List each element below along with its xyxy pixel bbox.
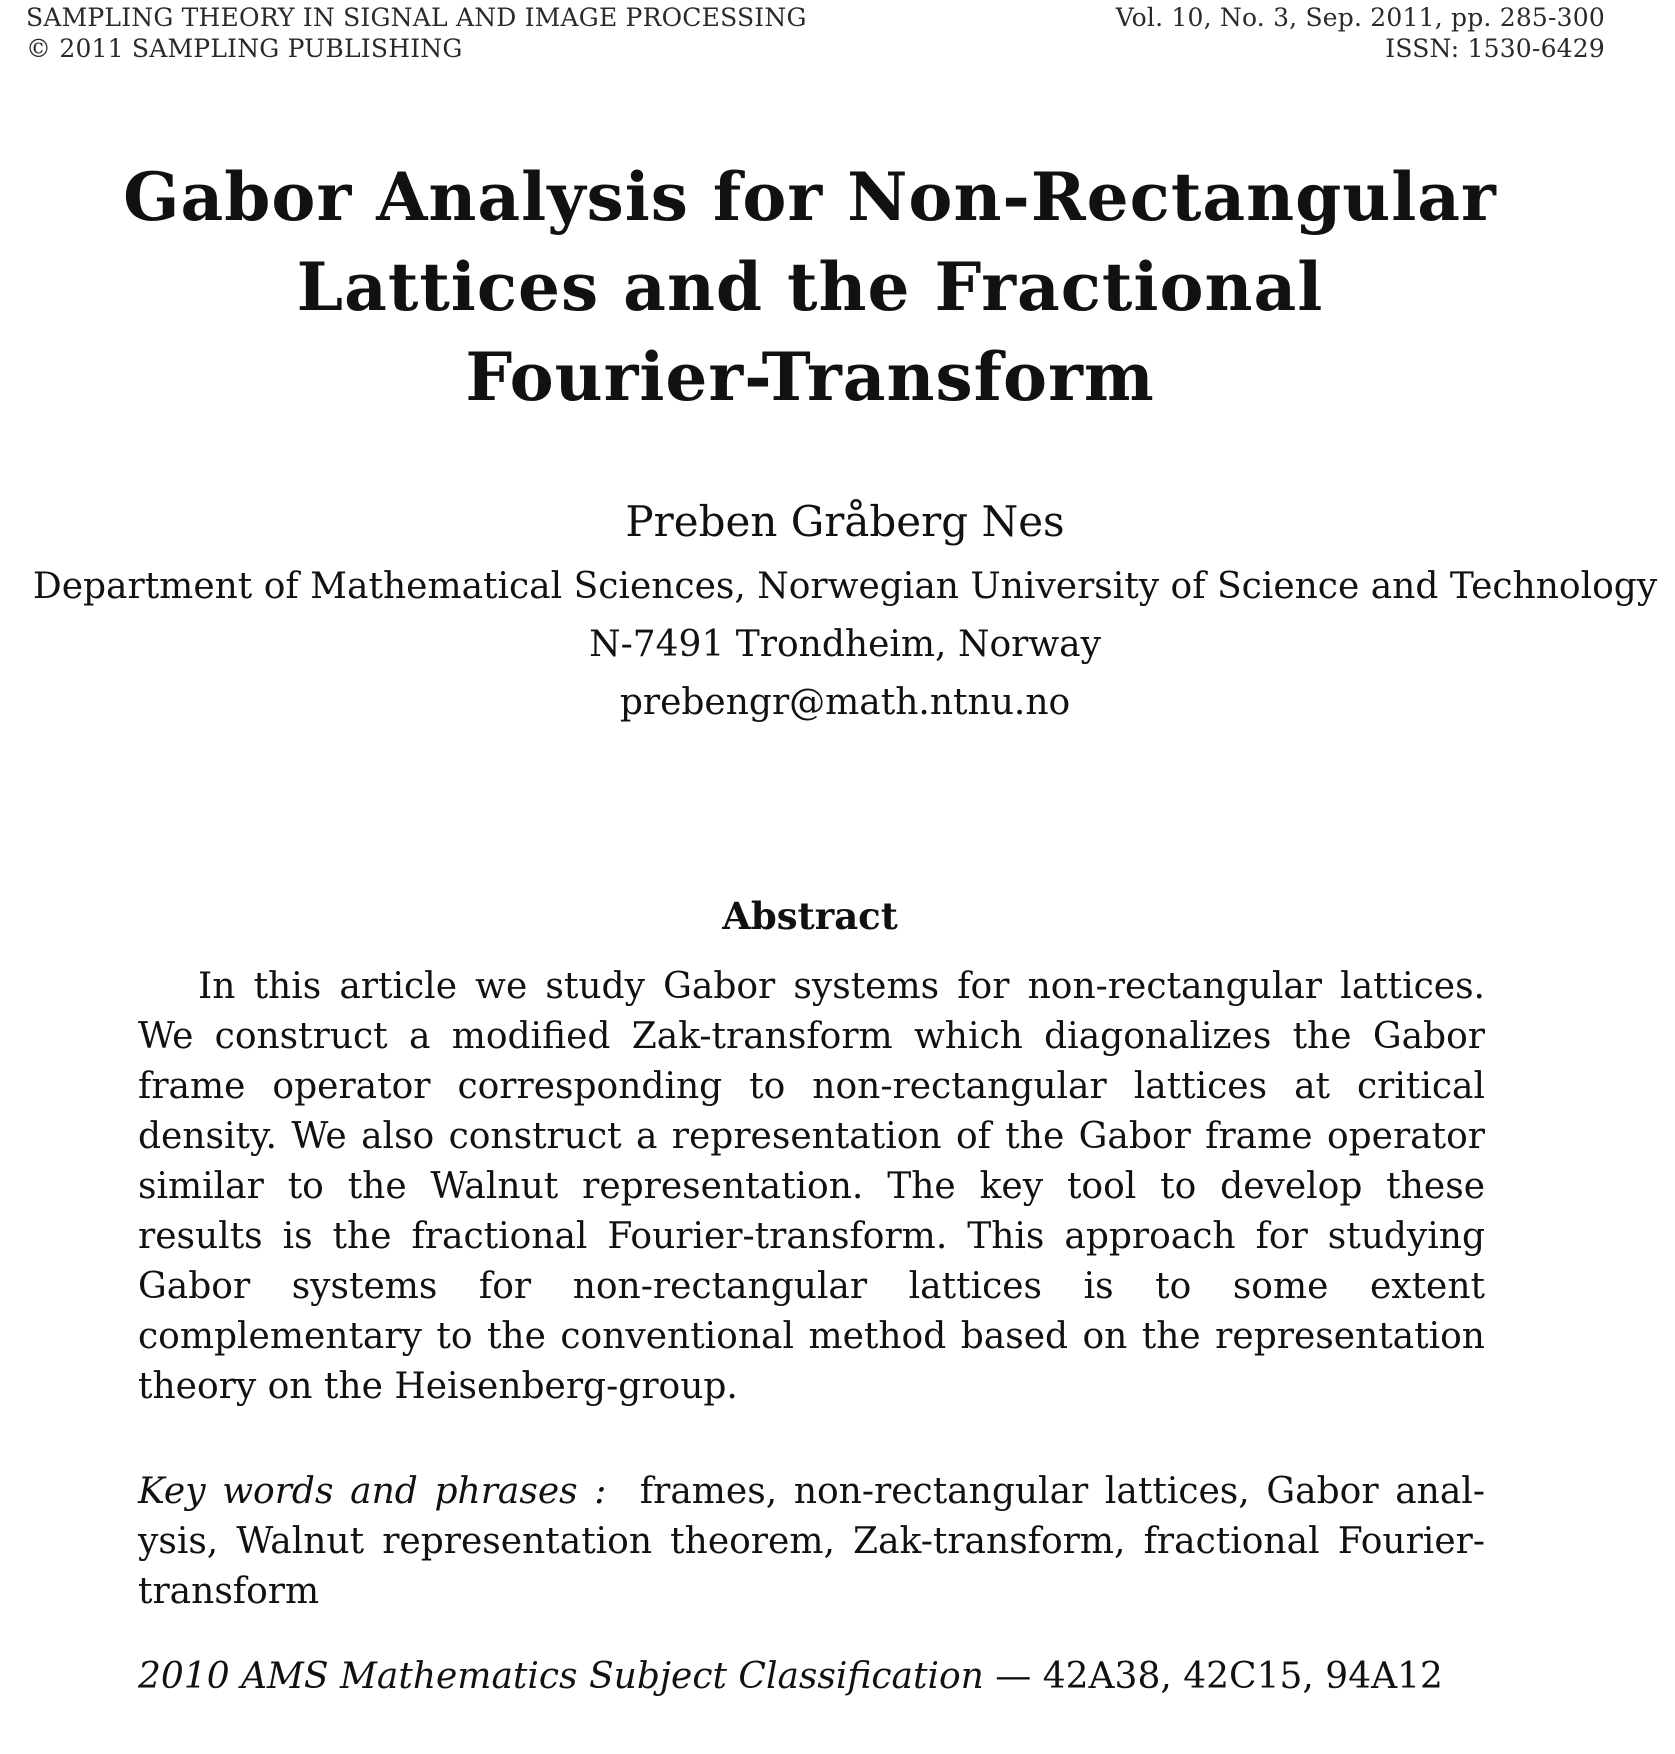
title-line-2: Lattices and the Fractional — [296, 248, 1324, 326]
abstract-text: In this article we study Gabor systems for non-rectangular lattices. We construct a modified Zak-transform which diagonalizes the Gabor frame operator corresponding to non-rectangular lattices at critical density. We also construct a representation of the Gabor frame operator similar to the Walnut representation. The key tool to develop these results is the fractional Fourier-transform. This approach for studying Gabor systems for non-rectangular lattices is to some extent complementary to the conventional method based on the representation theory on the Heisenberg-group. — [138, 966, 1485, 1407]
author-name: Preben Gråberg Nes — [625, 497, 1065, 546]
issn: ISSN: 1530-6429 — [1385, 34, 1605, 63]
email: prebengr@math.ntnu.no — [619, 682, 1071, 723]
department: Department of Mathematical Sciences, Norwegian University of Science and Technology — [32, 566, 1658, 607]
ams-codes: 42A38, 42C15, 94A12 — [1042, 1656, 1443, 1697]
address: N-7491 Trondheim, Norway — [589, 624, 1101, 665]
title-line-3: Fourier-Transform — [465, 338, 1155, 416]
paper-title — [0, 152, 1620, 422]
title-line-1: Gabor Analysis for Non-Rectangular — [123, 158, 1497, 236]
abstract-heading: Abstract — [722, 894, 898, 938]
author-affiliation — [0, 558, 1675, 732]
ams-separator: — — [983, 1656, 1043, 1697]
keywords-label: Key words and phrases : — [138, 1471, 607, 1512]
ams-label: 2010 AMS Mathematics Subject Classification — [138, 1656, 984, 1697]
keywords-text: frames, non-rectangular lattices, Gabor analysis, Walnut representation theorem, Zak-transform, fractional Fourier-transform — [138, 1471, 1485, 1612]
journal-name: SAMPLING THEORY IN SIGNAL AND IMAGE PROCESSING — [26, 3, 807, 32]
keywords — [138, 1467, 1485, 1617]
volume-info: Vol. 10, No. 3, Sep. 2011, pp. 285-300 — [1115, 3, 1605, 32]
running-header-left — [26, 2, 807, 64]
ams-classification — [138, 1652, 1443, 1702]
copyright-line: © 2011 SAMPLING PUBLISHING — [26, 34, 463, 63]
running-header-right — [1116, 2, 1605, 64]
